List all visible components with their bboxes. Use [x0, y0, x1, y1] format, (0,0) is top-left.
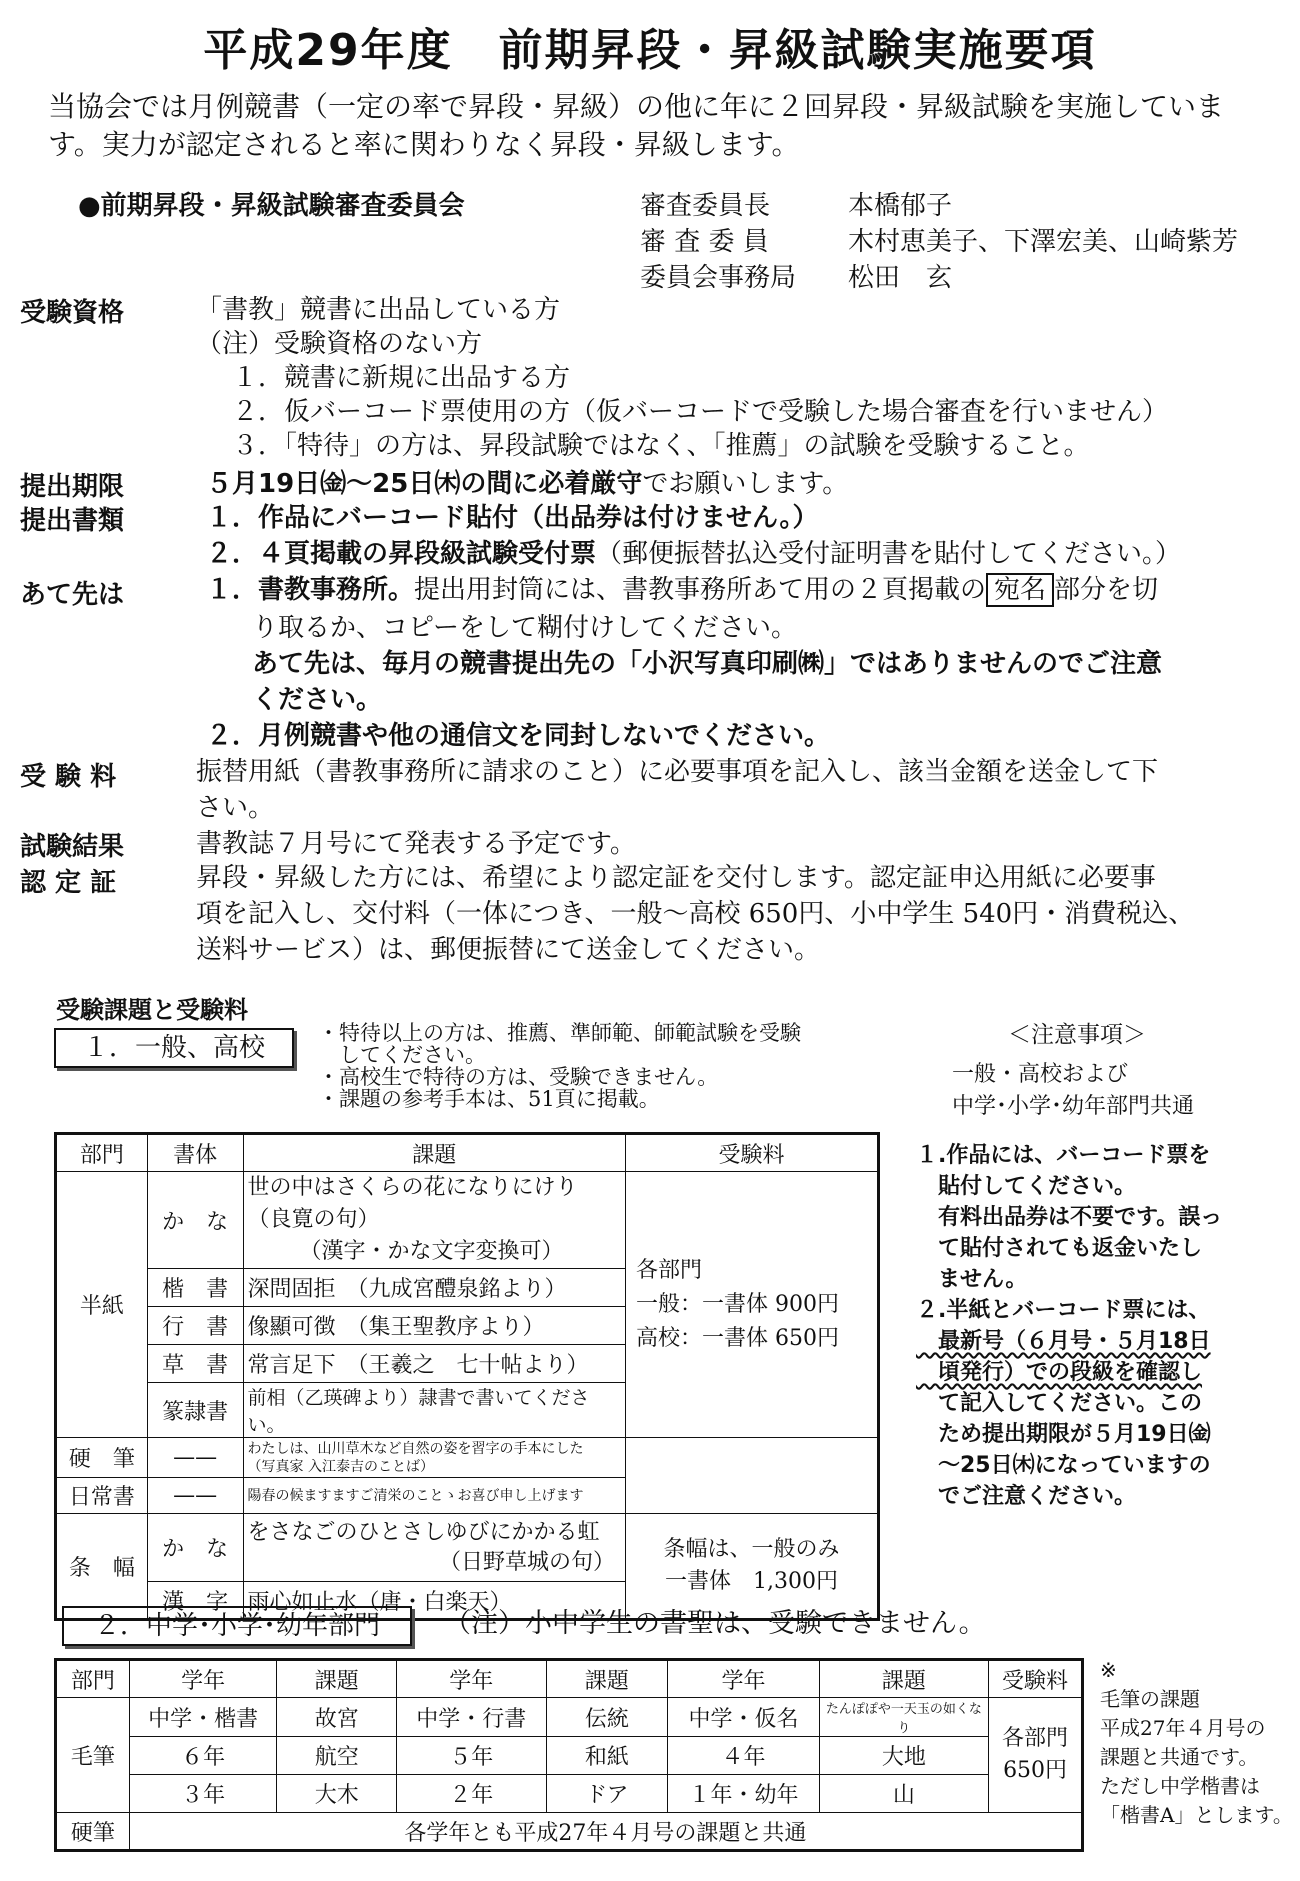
deadline-dates: ５月19日㈮～25日㈭の間に必着厳守 [206, 469, 643, 499]
address-text: 部分を切 [1054, 575, 1159, 605]
subject-cell [243, 1514, 625, 1582]
col-header: 受験料 [989, 1660, 1083, 1698]
col-header: 部門 [56, 1134, 148, 1172]
eligibility-item: １．競書に新規に出品する方 [232, 363, 571, 393]
side-note-line: 毛筆の課題 [1100, 1687, 1200, 1711]
address-box: 宛名 [986, 573, 1054, 607]
part1-bullet: ・高校生で特待の方は、受験できません。 [318, 1065, 719, 1089]
side-note-line: 平成27年４月号の [1100, 1716, 1266, 1740]
fee-cell [625, 1514, 878, 1620]
committee-role: 審 査 委 員 [640, 227, 769, 257]
dept-cell: 条 幅 [56, 1514, 148, 1620]
notice-line: ～25日㈭になっていますの [916, 1453, 1211, 1478]
eligibility-item: ２．仮バーコード票使用の方（仮バーコードで受験した場合審査を行いません） [232, 397, 1169, 427]
address-item: ２．月例競書や他の通信文を同封しないでください。 [206, 721, 831, 751]
style-cell: —— [147, 1478, 243, 1514]
grade-cell: ４年 [668, 1737, 820, 1775]
fee-text: さい。 [196, 793, 275, 823]
subject-cell: 和紙 [546, 1737, 668, 1775]
side-note-line: 課題と共通です。 [1100, 1745, 1259, 1769]
eligibility-note: （注）受験資格のない方 [196, 329, 483, 359]
fee-cell [625, 1172, 878, 1438]
part2-table [54, 1658, 1084, 1852]
style-cell: 篆隷書 [147, 1383, 243, 1438]
notice-line: ため提出期限が５月19日㈮ [916, 1422, 1211, 1447]
notices-heading: ＜注意事項＞ [1008, 1022, 1146, 1048]
eligibility-text: 「書教」競書に出品している方 [196, 295, 561, 325]
col-header: 学年 [397, 1660, 547, 1698]
notice-line: 頃発行）での段級を確認し [916, 1360, 1203, 1385]
col-header: 受験料 [625, 1134, 878, 1172]
fee-line: 一書体 1,300円 [664, 1569, 838, 1594]
style-cell: 漢 字 [147, 1582, 243, 1620]
subject-cell: 前相（乙瑛碑より）隷書で書いてください。 [243, 1383, 625, 1438]
notice-line: て記入してください。この [916, 1391, 1203, 1416]
subject-cell: 大木 [277, 1775, 397, 1813]
intro-text: 当協会では月例競書（一定の率で昇段・昇級）の他に年に２回昇段・昇級試験を実施しています。実力が認定されると率に関わりなく昇段・昇級します。 [48, 90, 1225, 161]
eligibility-item: ３．「特待」の方は、昇段試験ではなく、「推薦」の試験を受験すること。 [232, 431, 1090, 461]
style-cell: 行 書 [147, 1307, 243, 1345]
fee-text: 振替用紙（書教事務所に請求のこと）に必要事項を記入し、該当金額を送金して下 [196, 757, 1159, 787]
certificate-label: 認 定 証 [20, 868, 117, 898]
subject-text: をさなごのひとさしゆびにかかる虹 [247, 1519, 600, 1545]
certificate-text: 項を記入し、交付料（一体につき、一般～高校 650円、小中学生 540円・消費税込、 [196, 899, 1195, 929]
address-label: あて先は [20, 580, 125, 610]
subject-cell: 故宮 [277, 1698, 397, 1737]
subject-cell [243, 1172, 625, 1269]
col-header: 課題 [819, 1660, 988, 1698]
certificate-text: 昇段・昇級した方には、希望により認定証を交付します。認定証申込用紙に必要事 [196, 863, 1156, 893]
empty-fee-cell [625, 1438, 878, 1514]
committee-name: 松田 玄 [848, 263, 953, 293]
subject-cell: 航空 [277, 1737, 397, 1775]
fee-label: 受 験 料 [20, 762, 117, 792]
subject-cell: 像顯可徴 （集王聖教序より） [243, 1307, 625, 1345]
subject-note: （漢字・かな文字変換可） [299, 1239, 564, 1264]
side-note-line: 「楷書A」とします。 [1100, 1803, 1293, 1827]
grade-cell: 中学・仮名 [668, 1698, 820, 1737]
fee-line: 各部門 [635, 1257, 702, 1283]
eligibility-label: 受験資格 [20, 298, 125, 328]
documents-item: １．作品にバーコード貼付（出品券は付けません。） [206, 503, 819, 533]
address-line: り取るか、コピーをして糊付けしてください。 [252, 613, 797, 643]
grade-cell: ３年 [129, 1775, 277, 1813]
subject-cell [243, 1438, 625, 1478]
grade-cell: ２年 [397, 1775, 547, 1813]
subject-cell: 山 [819, 1775, 988, 1813]
grade-cell: 中学・行書 [397, 1698, 547, 1737]
style-cell: か な [147, 1514, 243, 1582]
notices-sub: 中学･小学･幼年部門共通 [952, 1094, 1195, 1119]
notices-sub: 一般・高校および [952, 1062, 1129, 1087]
address-warning: あて先は、毎月の競書提出先の「小沢写真印刷㈱」ではありませんのでご注意 [252, 649, 1163, 679]
col-header: 書体 [147, 1134, 243, 1172]
subject-cell: 深問固拒 （九成宮醴泉銘より） [243, 1269, 625, 1307]
style-cell: 草 書 [147, 1345, 243, 1383]
fee-line: 一般：一書体 900円 [635, 1291, 839, 1317]
address-line [206, 572, 1158, 608]
part1-bullet: ・課題の参考手本は、51頁に掲載。 [318, 1087, 660, 1111]
fee-line: 条幅は、一般のみ [663, 1537, 840, 1562]
col-header: 課題 [546, 1660, 668, 1698]
deadline-label: 提出期限 [20, 472, 125, 502]
deadline-rest: でお願いします。 [642, 469, 849, 499]
documents-label: 提出書類 [20, 506, 125, 536]
col-header: 部門 [56, 1660, 130, 1698]
grade-cell: ６年 [129, 1737, 277, 1775]
col-header: 学年 [129, 1660, 277, 1698]
dept-cell: 硬筆 [56, 1813, 130, 1851]
col-header: 学年 [668, 1660, 820, 1698]
committee-name: 木村恵美子、下澤宏美、山崎紫芳 [848, 227, 1239, 257]
notice-line: でご注意ください。 [916, 1484, 1137, 1509]
committee-role: 審査委員長 [640, 191, 771, 221]
part2-heading: ２．中学･小学･幼年部門 [62, 1606, 412, 1646]
part1-table [54, 1132, 880, 1621]
subject-cell: 常言足下 （王羲之 七十帖より） [243, 1345, 625, 1383]
address-office: １．書教事務所。 [206, 575, 415, 605]
dept-cell: 硬 筆 [56, 1438, 148, 1478]
documents-item2-rest: （郵便振替払込受付証明書を貼付してください。） [596, 539, 1182, 569]
notice-line: て貼付されても返金いたし [916, 1236, 1203, 1261]
deadline-text [206, 466, 848, 502]
part1-bullets [318, 1022, 801, 1110]
dept-cell: 毛筆 [56, 1698, 130, 1813]
subject-cell: ドア [546, 1775, 668, 1813]
col-header: 課題 [243, 1134, 625, 1172]
fee-cell [989, 1698, 1083, 1813]
notice-line: 貼付してください。 [916, 1174, 1137, 1199]
fee-line: 650円 [1003, 1758, 1068, 1783]
notice-line: ２.半紙とバーコード票には、 [916, 1298, 1211, 1323]
subject-cell: 陽春の候ますますご清栄のことゝお喜び申し上げます [243, 1478, 625, 1514]
grade-cell: ５年 [397, 1737, 547, 1775]
subject-cell: たんぽぽや一天玉の如くなり [819, 1698, 988, 1737]
notice-line: 最新号（６月号・５月18日 [916, 1329, 1211, 1354]
grade-cell: 中学・楷書 [129, 1698, 277, 1737]
kouhitsu-note: 各学年とも平成27年４月号の課題と共通 [129, 1813, 1082, 1851]
fee-line: 各部門 [1002, 1726, 1069, 1751]
part1-bullet: ・特待以上の方は、推薦、準師範、師範試験を受験 [318, 1021, 801, 1045]
fee-line: 高校：一書体 650円 [635, 1325, 839, 1351]
dept-cell: 半紙 [56, 1172, 148, 1438]
result-label: 試験結果 [20, 832, 125, 862]
subject-cell: 大地 [819, 1737, 988, 1775]
part2-note: （注）小中学生の書聖は、受験できません。 [444, 1608, 986, 1639]
subjects-heading: 受験課題と受験料 [56, 996, 248, 1024]
col-header: 課題 [277, 1660, 397, 1698]
subject-cell: 伝統 [546, 1698, 668, 1737]
result-text: 書教誌７月号にて発表する予定です。 [196, 829, 636, 859]
page-title: 平成29年度 前期昇段・昇級試験実施要項 [203, 25, 1097, 76]
side-note [1100, 1656, 1293, 1830]
committee-role: 委員会事務局 [640, 263, 797, 293]
style-cell: —— [147, 1438, 243, 1478]
notice-line: 有料出品券は不要です。誤っ [916, 1205, 1223, 1230]
committee-heading: ●前期昇段・昇級試験審査委員会 [78, 191, 465, 221]
style-cell: か な [147, 1172, 243, 1269]
style-cell: 楷 書 [147, 1269, 243, 1307]
subject-cell: 雨心如止水（唐・白楽天） [243, 1582, 625, 1620]
subject-text: わたしは、山川草木など自然の姿を習字の手本にした [247, 1440, 584, 1457]
grade-cell: １年・幼年 [668, 1775, 820, 1813]
notice-line: １.作品には、バーコード票を [916, 1143, 1211, 1168]
part1-bullet: してください。 [318, 1043, 486, 1067]
dept-cell: 日常書 [56, 1478, 148, 1514]
documents-item [206, 536, 1181, 572]
notices-list [916, 1140, 1222, 1512]
part1-heading: １．一般、高校 [54, 1028, 294, 1068]
side-note-line: ※ [1100, 1658, 1117, 1682]
committee-name: 本橋郁子 [848, 191, 953, 221]
certificate-text: 送料サービス）は、郵便振替にて送金してください。 [196, 935, 821, 965]
notice-line: ません。 [916, 1267, 1028, 1292]
subject-note: （写真家 入江泰吉のことば） [247, 1458, 434, 1475]
subject-text: 世の中はさくらの花になりにけり（良寛の句） [247, 1175, 578, 1232]
documents-item2-bold: ２．４頁掲載の昇段級試験受付票 [206, 539, 597, 569]
subject-note: （日野草城の句） [438, 1549, 615, 1575]
address-text: 提出用封筒には、書教事務所あて用の２頁掲載の [414, 575, 987, 605]
address-warning: ください。 [252, 685, 383, 715]
side-note-line: ただし中学楷書は [1100, 1774, 1260, 1798]
